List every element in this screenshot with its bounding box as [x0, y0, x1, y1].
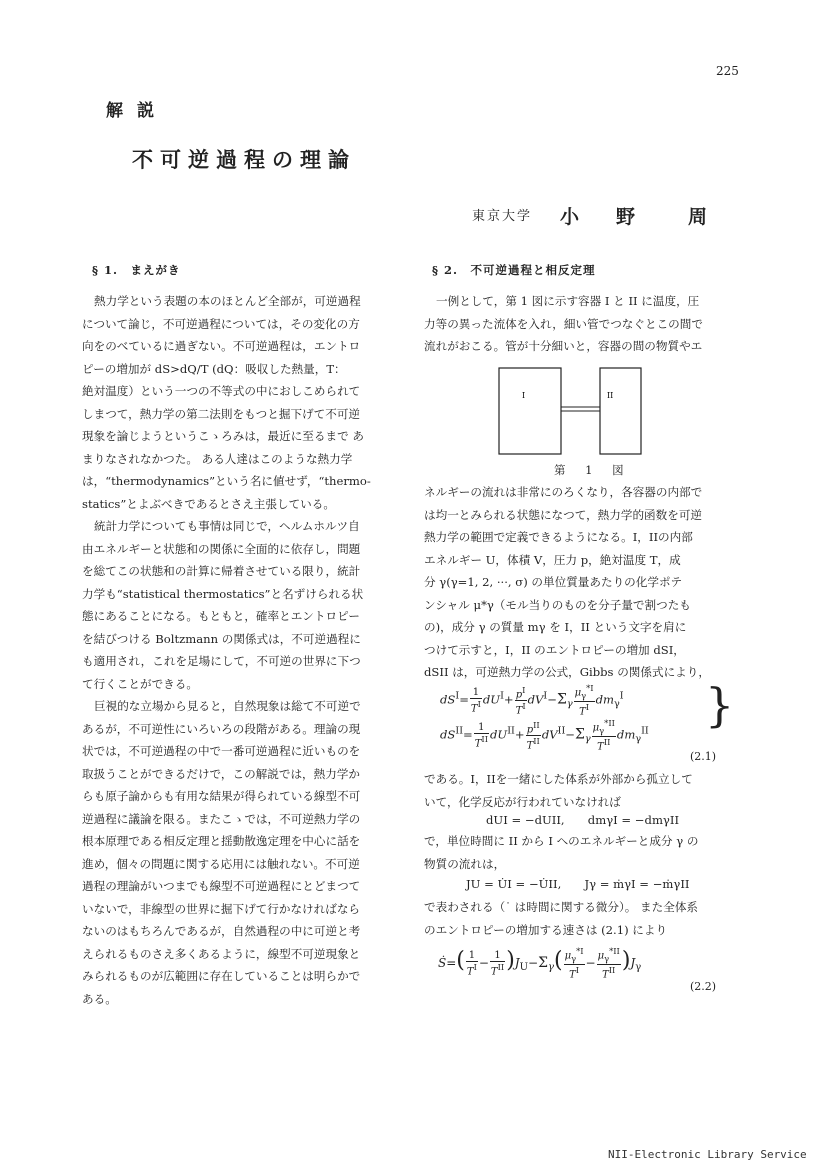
text-line: で，単位時間に II から I へのエネルギーと成分 γ の [424, 834, 699, 848]
article-title: 不可逆過程の理論 [132, 147, 356, 172]
container-II-label: II [607, 391, 614, 400]
text-line: 向をのべているに過ぎない。不可逆過程は，エントロ [82, 339, 361, 353]
text-line: を結びつける Boltzmann の関係式は，不可逆過程に [82, 631, 361, 646]
right-column-intro [424, 290, 740, 358]
author-char: 小 [560, 206, 580, 228]
equation-2-1-line-2: $dS^{II}=$ $\frac{1}{T^{II}}$ $dU^{II}+$ $\frac{p^{II}}{T^{II}}$ $dV^{II}-\Sigma_\gamma$ $\frac{\mu_\gamma^{*II}}{T^{II}}$ $dm_\gamma^{II}$ [440, 718, 649, 753]
text-line: statics”とよぶべきであるとさえ主張している。 [82, 496, 335, 511]
text-line: いないで，非線型の世界に掘下げて行かなければなら [82, 901, 361, 916]
paragraph [82, 695, 394, 1010]
text-line: 現象を論じようというこゝろみは，最近に至るまで あ [82, 429, 364, 443]
text-line: の)，成分 γ の質量 mγ を I，II という文字を肩に [424, 620, 687, 634]
text-line: 統計力学についても事情は同じで，ヘルムホルツ自 [94, 519, 360, 533]
section-label: 解説 [106, 101, 168, 121]
text-line: しまつて，熱力学の第二法則をもつと掘下げて不可逆 [82, 406, 361, 421]
equation-brace: } [705, 678, 735, 732]
text-line: まりなされなかつた。 ある人達はこのような熱力学 [82, 451, 353, 466]
text-line: あるが，不可逆性にいろいろの段階がある。理論の現 [82, 721, 361, 736]
text-line: 分 γ(γ=1, 2, ···, σ) の単位質量あたりの化学ポテ [424, 575, 683, 589]
text-line: のエントロピーの増加する速さは (2.1) により [424, 922, 668, 937]
text-line: ある。 [82, 991, 117, 1006]
text-line: 巨視的な立場から見ると，自然現象は総て不可逆で [94, 699, 361, 713]
text-line: 過程の理論がいつまでも線型不可逆過程にとどまつて [82, 879, 361, 893]
text-line: 力学も“statistical thermostatics”と名ずけられる状 [82, 586, 364, 601]
text-line: 熱力学という表題の本のほとんど全部が，可逆過程 [94, 294, 361, 308]
footer-service-label: NII-Electronic Library Service [608, 1148, 807, 1161]
equation-2-2: Ṡ=( $\frac{1}{T^I}$ − $\frac{1}{T^{II}}$ )$J_U-\Sigma_\gamma$( $\frac{\mu_\gamma^{*I}}{T^I}$ − $\frac{\mu_\gamma^{*II}}{T^{II}}$ )$J_\gamma$ [438, 946, 642, 981]
section-1-heading: § 1. まえがき [92, 263, 181, 277]
text-line: 進め，個々の問題に関する応用には触れない。不可逆 [82, 856, 360, 871]
text-line: で表わされる（˙ は時間に関する微分）。 また全体系 [424, 900, 699, 914]
author-affiliation: 東京大学 [472, 209, 533, 224]
right-column-text [424, 896, 740, 941]
text-line: dSII は，可逆熱力学の公式，Gibbs の関係式により， [424, 665, 710, 679]
section-2-heading: § 2. 不可逆過程と相反定理 [432, 263, 596, 277]
container-I-label: I [522, 391, 526, 400]
text-line: である。I，IIを一緒にした体系が外部から孤立して [424, 772, 693, 786]
text-line: 絶対温度）という一つの不等式の中におしこめられて [82, 384, 361, 398]
left-column [82, 290, 394, 1010]
text-line: 熱力学の範囲で定義できるようになる。I，IIの内部 [424, 530, 693, 544]
text-line: 取扱うことができるだけで，この解説では，熱力学か [82, 766, 361, 781]
figure-caption: 第 1 図 [554, 463, 632, 477]
text-line: 一例として，第 1 図に示す容器 I と II に温度，圧 [436, 294, 700, 308]
paragraph [82, 290, 394, 515]
right-column-text [424, 830, 740, 875]
text-line: について論じ，不可逆過程については，その変化の方 [82, 316, 360, 331]
figure-1-diagram [498, 367, 642, 455]
flux-equation: JU = U̇I = −U̇II, Jγ = ṁγI = −ṁγII [466, 877, 690, 891]
text-line: ピーの増加が dS>dQ/T (dQ：吸収した熱量，T： [82, 361, 346, 376]
text-line: 逆過程に議論を限る。またこゝでは，不可逆熱力学の [82, 811, 361, 826]
page-number: 225 [716, 64, 739, 78]
text-line: ネルギーの流れは非常にのろくなり，各容器の内部で [424, 485, 703, 499]
text-line: 根本原理である相反定理と揺動散逸定理を中心に話を [82, 834, 361, 848]
text-line: えられるものさえ多くあるように，線型不可逆現象と [82, 946, 361, 961]
equation-2-1-line-1: $dS^I=$ $\frac{1}{T^I}$ $dU^I+$ $\frac{p^I}{T^I}$ $dV^I-\Sigma_\gamma$ $\frac{\mu_\gamma^{*I}}{T^I}$ $dm_\gamma^I$ [440, 683, 624, 718]
paragraph [82, 515, 394, 695]
text-line: みられるものが広範囲に存在していることは明らかで [82, 969, 361, 983]
text-line: 由エネルギーと状態和の関係に全面的に依存し，問題 [82, 541, 361, 556]
text-line: 状では，不可逆過程の中で一番可逆過程に近いものを [82, 744, 361, 758]
right-column-body [424, 481, 740, 684]
container-II [600, 368, 641, 454]
equation-number: (2.2) [690, 980, 717, 993]
text-line: エネルギー U，体積 V，圧力 p，絶対温度 T，成 [424, 552, 681, 567]
author-char: 周 [688, 206, 708, 228]
container-I [499, 368, 561, 454]
text-line: 物質の流れは， [424, 856, 506, 871]
author-char: 野 [616, 206, 636, 228]
right-column-text [424, 768, 740, 813]
text-line: 態にあることになる。もともと，確率とエントロピー [82, 609, 360, 623]
text-line: も適用され，これを足場にして，不可逆の世界に下つ [82, 654, 361, 668]
equation-number: (2.1) [690, 750, 717, 763]
text-line: て行くことができる。 [82, 676, 198, 691]
text-line: つけて示すと，I，II のエントロピーの増加 dSI， [424, 642, 685, 657]
text-line: 力等の異った流体を入れ，細い管でつなぐとこの間で [424, 316, 703, 331]
text-line: は均一とみられる状態になつて，熱力学的函数を可逆 [424, 507, 703, 522]
conservation-equation: dUI = −dUII, dmγI = −dmγII [486, 813, 680, 827]
text-line: いて，化学反応が行われていなければ [424, 794, 621, 809]
text-line: らも原子論からも有用な結果が得られている線型不可 [82, 789, 361, 803]
text-line: ンシャル μ*γ（モル当りのものを分子量で割つたも [424, 597, 691, 612]
text-line: は，“thermodynamics”という名に値せず，“thermo- [82, 474, 371, 488]
text-line: ないのはもちろんであるが，自然過程の中に可逆と考 [82, 924, 361, 938]
text-line: 流れがおこる。管が十分細いと，容器の間の物質やエ [424, 339, 703, 353]
text-line: を総てこの状態和の計算に帰着させている限り，統計 [82, 564, 361, 578]
